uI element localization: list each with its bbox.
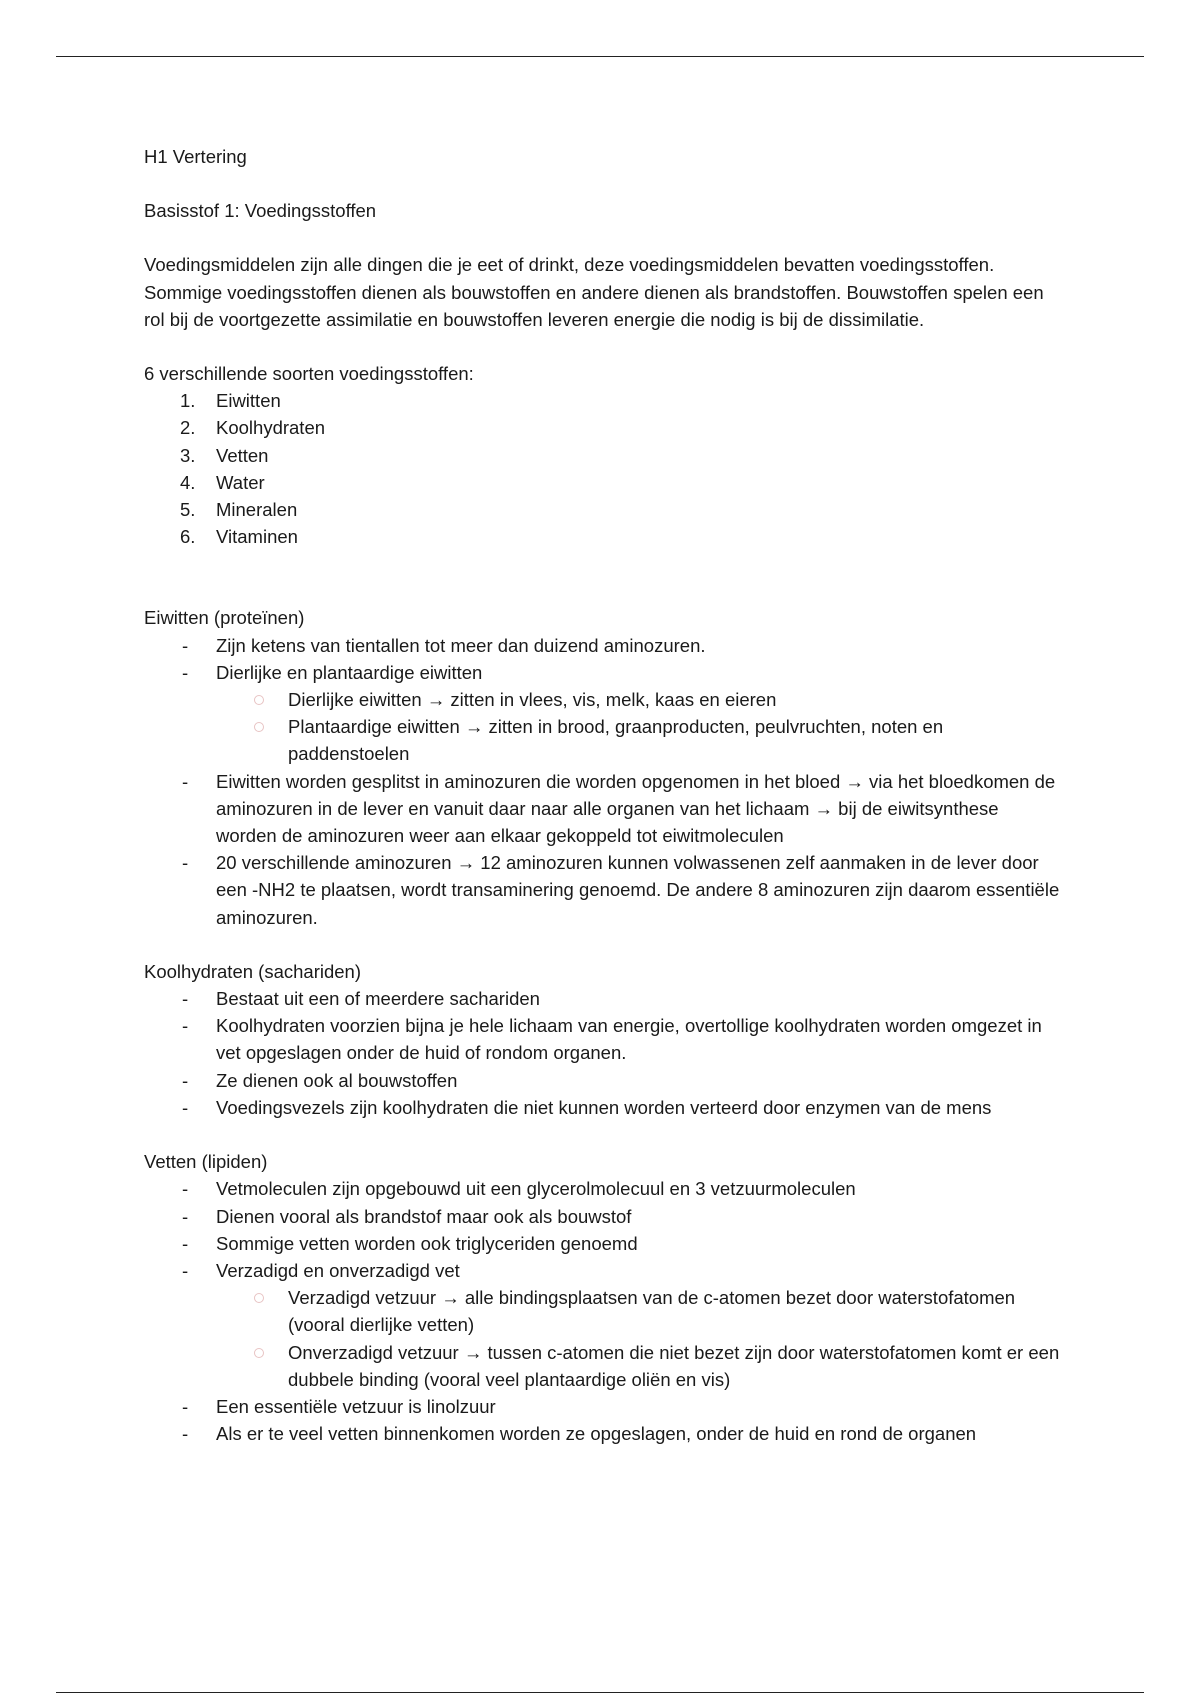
koolhydraten-list — [144, 985, 1064, 1121]
list-item: - Zijn ketens van tientallen tot meer dan duizend aminozuren. — [182, 634, 706, 656]
list-item: Verzadigd vetzuur → alle bindingsplaatsen van de c-atomen bezet door waterstofatomen (vooral dierlijke vetten) — [216, 1284, 1064, 1338]
list-item: - Als er te veel vetten binnenkomen worden ze opgeslagen, onder de huid en rond de organen — [182, 1423, 977, 1445]
list-item: - Dierlijke en plantaardige eiwitten — [182, 661, 483, 683]
section-title-eiwitten: Eiwitten (proteïnen) — [144, 607, 305, 629]
list-item: 6. Vitaminen — [180, 526, 298, 548]
list-item: Onverzadigd vetzuur → tussen c-atomen die niet bezet zijn door waterstofatomen komt er een dubbele binding (vooral veel plantaardige oliën en vis) — [216, 1339, 1064, 1393]
list-item: - Voedingsvezels zijn koolhydraten die niet kunnen worden verteerd door enzymen van de mens — [182, 1096, 992, 1118]
section-title-koolhydraten: Koolhydraten (sachariden) — [144, 960, 361, 982]
section-title-vetten: Vetten (lipiden) — [144, 1151, 268, 1173]
intro-paragraph: Voedingsmiddelen zijn alle dingen die je eet of drinkt, deze voedingsmiddelen bevatten voedingsstoffen. Sommige voedingsstoffen dienen als bouwstoffen en andere dienen als brandstoffen. Bouwstoffen spelen een rol bij de voortgezette assimilatie en bouwstoffen leveren energie die nodig is bij de dissimilatie. — [144, 254, 1044, 330]
list-item: - 20 verschillende aminozuren → 12 aminozuren kunnen volwassenen zelf aanmaken in de lever door een -NH2 te plaatsen, wordt transaminering genoemd. De andere 8 aminozuren zijn daarom essentiële aminozuren. — [182, 852, 1060, 928]
document-heading: H1 Vertering — [144, 146, 247, 167]
footer-rule — [56, 1692, 1144, 1693]
vetten-list-continued — [144, 1393, 1064, 1447]
list-item: 2. Koolhydraten — [180, 417, 326, 439]
nutrient-list — [144, 387, 1064, 550]
list-item: - Dienen vooral als brandstof maar ook als bouwstof — [182, 1205, 632, 1227]
list-item: - Sommige vetten worden ook triglyceriden genoemd — [182, 1232, 638, 1254]
list-item: 3. Vetten — [180, 444, 269, 466]
list-item: - Vetmoleculen zijn opgebouwd uit een glycerolmolecuul en 3 vetzuurmoleculen — [182, 1178, 856, 1200]
list-item: - Ze dienen ook al bouwstoffen — [182, 1069, 458, 1091]
document-body — [144, 143, 1064, 1447]
circle-bullet-icon — [254, 722, 264, 732]
nutrient-list-title: 6 verschillende soorten voedingsstoffen: — [144, 363, 474, 385]
eiwitten-list — [144, 632, 1064, 686]
list-item: - Verzadigd en onverzadigd vet — [182, 1259, 460, 1281]
list-item: - Bestaat uit een of meerdere sachariden — [182, 988, 540, 1010]
list-item: 1. Eiwitten — [180, 390, 281, 412]
document-subheading: Basisstof 1: Voedingsstoffen — [144, 200, 377, 222]
list-item: - Koolhydraten voorzien bijna je hele lichaam van energie, overtollige koolhydraten worden omgezet in vet opgeslagen onder de huid of rondom organen. — [182, 1015, 1042, 1064]
eiwitten-sublist — [144, 686, 1064, 768]
list-item: - Eiwitten worden gesplitst in aminozuren die worden opgenomen in het bloed → via het bloedkomen de aminozuren in de lever en vanuit daar naar alle organen van het lichaam → bij de eiwitsynthese worden de aminozuren weer aan elkaar gekoppeld tot eiwitmoleculen — [182, 770, 1056, 847]
list-item: 5. Mineralen — [180, 499, 298, 521]
list-item: 4. Water — [180, 471, 265, 493]
circle-bullet-icon — [254, 1348, 264, 1358]
vetten-list — [144, 1175, 1064, 1284]
list-item: - Een essentiële vetzuur is linolzuur — [182, 1395, 496, 1417]
vetten-sublist — [144, 1284, 1064, 1393]
header-rule — [56, 56, 1144, 57]
eiwitten-list-continued — [144, 768, 1064, 931]
list-item: Plantaardige eiwitten → zitten in brood, graanproducten, peulvruchten, noten en paddenstoelen — [216, 713, 1064, 767]
circle-bullet-icon — [254, 695, 264, 705]
list-item: Dierlijke eiwitten → zitten in vlees, vis, melk, kaas en eieren — [216, 686, 1064, 713]
circle-bullet-icon — [254, 1293, 264, 1303]
